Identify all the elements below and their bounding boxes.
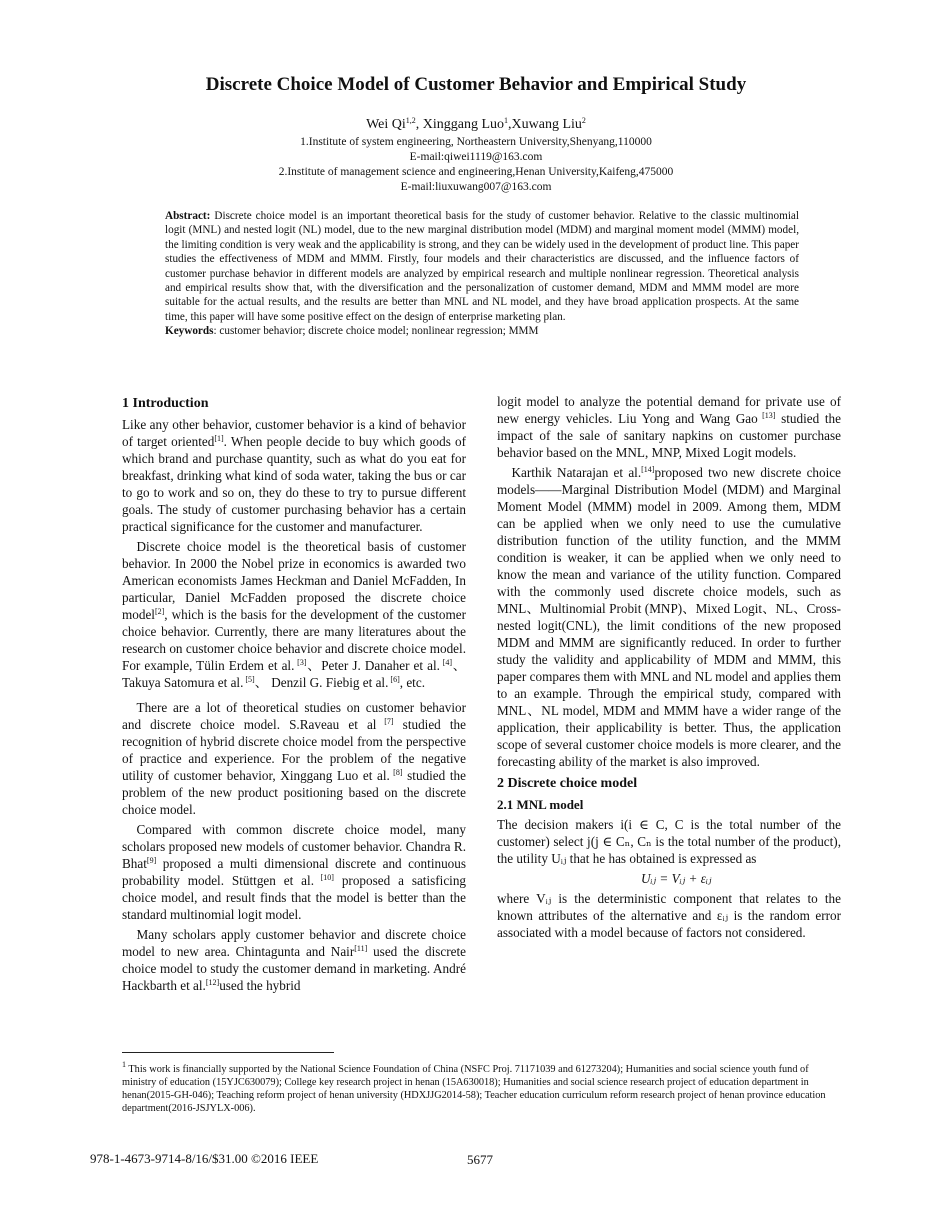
paragraph: The decision makers i(i ∈ C, C is the total number of the customer) select j(j ∈ Cₙ, Cₙ is the total number of the product), the utility Uᵢⱼ that he has obtained is expressed as <box>497 817 841 866</box>
email-1: E-mail:qiwei1119@163.com <box>409 151 543 163</box>
copyright-line: 978-1-4673-9714-8/16/$31.00 ©2016 IEEE <box>90 1151 319 1166</box>
paragraph: where Vᵢⱼ is the deterministic component that relates to the known attributes of the alternative and εᵢⱼ is the random error associated with a model because of factors not considered. <box>497 891 841 940</box>
paragraph: logit model to analyze the potential demand for private use of new energy vehicles. Liu Yong and Wang Gao [13] studied the impact of the sale of sanitary napkins on customer purchase behavior based on the MNL, MNP, Mixed Logit models. <box>497 394 841 460</box>
footnote-text: This work is financially supported by the National Science Foundation of China (NSFC Proj. 71171039 and 61273204); Humanities and social science youth fund of ministry of education (15YJC630079); College key research project in henan (15A630018); Humanities and social science research project of education department in henan(2015-GH-046); Teaching reform project of henan university (HDXJJG2014-58); Teacher education curriculum reform research project of henan province education department(2016-JSJYLX-006). <box>122 1064 826 1114</box>
abstract <box>165 209 799 339</box>
author-affiliation-mark: 1,2 <box>405 116 416 125</box>
keywords-text: : customer behavior; discrete choice model; nonlinear regression; MMM <box>213 325 539 338</box>
author-name: Wei Qi <box>366 117 406 132</box>
paragraph: Many scholars apply customer behavior and discrete choice model to new area. Chintagunta and Nair[11] used the discrete choice model to study the customer demand in marketing. André Hackbarth et al.[12]used the hybrid <box>122 927 467 993</box>
footnote-mark: 1 <box>122 1060 126 1069</box>
footnote-divider <box>122 1052 334 1053</box>
affiliation-1: 1.Institute of system engineering, Northeastern University,Shenyang,110000 <box>300 136 652 148</box>
paragraph: Like any other behavior, customer behavior is a kind of behavior of target oriented[1]. When people decide to buy which goods of which brand and purchase quantity, such as what do you eat for breakfast, drinking what kind of soda water, taking the bus or car to go to work and so on, they do these to try to pursue different goals. The study of customer purchasing behavior has a certain practical significance for the customer and manufacturer. <box>122 417 466 534</box>
paper-title: Discrete Choice Model of Customer Behavior and Empirical Study <box>205 74 747 95</box>
paragraph: Karthik Natarajan et al.[14]proposed two new discrete choice models——Marginal Distribution Model (MDM) and Marginal Moment Model (MMM) model in 2009. Among them, MDM can be applied when we only need to use the cumulative distribution function of the utility function, and the MMM condition is weaker, it can be applied when we only need to know the mean and variance of the utility function. Compared with the commonly used discrete choice models, such as MNL、Multinomial Probit (MNP)、Mixed Logit、NL、Cross-nested logit(CNL), the limit conditions of the new proposed MDM and MMM are significantly reduced. In order to further study the validity and applicability of MDM and MMM, this paper compares them with MNL and NL model and applies them to an example. Through the empirical study, compared with MNL、NL model, MDM and MMM have a wider range of the application, their applicability is better. Thus, the application scope of several customer choice models is more clearer, and the forecasting ability of the market is also improved. <box>497 465 841 769</box>
utility-equation: Uᵢⱼ = Vᵢⱼ + εᵢⱼ <box>641 871 712 886</box>
email-2: E-mail:liuxuwang007@163.com <box>400 181 552 193</box>
author-affiliation-mark: 2 <box>581 116 586 125</box>
right-column <box>497 393 841 944</box>
keywords-label: Keywords <box>165 325 214 338</box>
author-name: ,Xuwang Liu <box>508 117 582 132</box>
abstract-label: Abstract: <box>165 210 211 222</box>
section-heading-discrete-choice: 2 Discrete choice model <box>497 776 638 791</box>
author-list <box>0 117 952 133</box>
paragraph: There are a lot of theoretical studies on customer behavior and discrete choice model. S.Raveau et al [7] studied the recognition of hybrid discrete choice model from the perspective of practice and experience. For the problem of the negative utility of customer behavior, Xinggang Luo et al. [8] studied the problem of the new product positioning based on the discrete choice model. <box>122 700 467 817</box>
page-number: 5677 <box>467 1152 493 1167</box>
paragraph: Compared with common discrete choice model, many scholars proposed new models of customer behavior. Chandra R. Bhat[9] proposed a multi dimensional discrete and continuous probability model. Stüttgen et al. [10] proposed a satisficing choice model, and result finds that the model is better than the standard multinomial logit model. <box>122 822 467 922</box>
affiliation-2: 2.Institute of management science and engineering,Henan University,Kaifeng,475000 <box>278 166 674 178</box>
left-column <box>122 395 466 997</box>
abstract-text: Discrete choice model is an important theoretical basis for the study of customer behavior. Relative to the classic multinomial logit (MNL) and nested logit (NL) model, due to the new marginal distribution model (MDM) and marginal moment model (MMM) model, the limiting condition is very weak and the applicability is strong, and they can be widely used in the development of product line. This paper studies the effectiveness of MDM and MMM. Firstly, four models and their characteristics are discussed, and the influence factors of customer purchase behavior in different models are analyzed by empirical research and multiple nonlinear regression. Theoretical analysis and empirical results show that, with the diversification and the personalization of customer demand, MDM and MMM model are more suitable for the actual results, and the results are better than MNL and NL model, and they have broad application prospects. At the same time, this paper will have some positive effect on the design of enterprise marketing plan. <box>165 210 800 323</box>
section-heading-introduction: 1 Introduction <box>122 396 209 411</box>
paragraph: Discrete choice model is the theoretical basis of customer behavior. In 2000 the Nobel prize in economics is awarded two American economists James Heckman and Daniel McFadden, In particular, Daniel McFadden proposed the discrete choice model[2], which is the basis for the development of the customer choice behavior. Currently, there are many literatures about the research on customer choice behavior and discrete choice model. For example, Tülin Erdem et al. [3]、Peter J. Danaher et al. [4]、Takuya Satomura et al. [5]、 Denzil G. Fiebig et al. [6], etc. <box>122 539 466 690</box>
author-affiliation-mark: 1 <box>504 116 509 125</box>
subsection-heading-mnl: 2.1 MNL model <box>497 797 584 812</box>
footnote <box>122 1060 832 1115</box>
author-name: , Xinggang Luo <box>415 117 505 132</box>
